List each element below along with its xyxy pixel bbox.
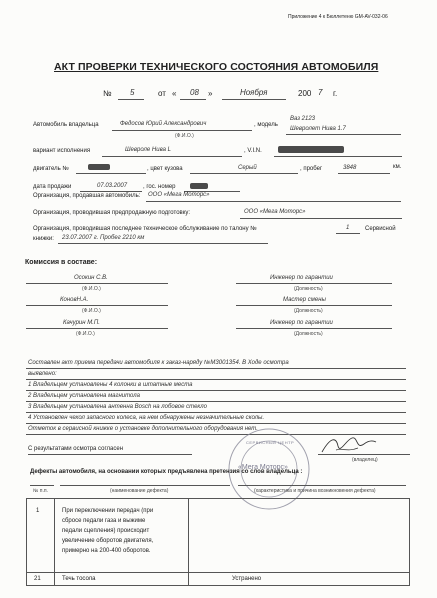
- vin-redaction: [278, 146, 344, 153]
- commission-heading: Комиссия в составе:: [25, 259, 98, 266]
- org-pre-value: ООО «Мега Моторс»: [244, 209, 306, 215]
- model-value-2: Шевролет Нива 1.7: [290, 126, 346, 132]
- act-intro-line1: Составлен акт приема передачи автомобиля к заказ-наряду №М3001354. В Ходе осмотра: [28, 360, 289, 366]
- color-value: Серый: [238, 165, 257, 171]
- vin-label: , V.I.N.: [244, 148, 262, 154]
- engine-redaction: [88, 164, 110, 170]
- mileage-label: , пробег: [300, 166, 323, 172]
- finding-1: 1 Владельцем установлены 4 колонки в штатные места: [28, 382, 193, 388]
- org-pre-label: Организация, проводившая предпродажную подготовку:: [33, 210, 191, 216]
- member-2-name: КоновН.А.: [60, 297, 89, 303]
- document-title: АКТ ПРОВЕРКИ ТЕХНИЧЕСКОГО СОСТОЯНИЯ АВТОМОБИЛЯ: [54, 61, 379, 73]
- org-sale-label: Организация, продавшая автомобиль:: [33, 193, 141, 199]
- finding-5: Отметок в сервисной книжке о установке дополнительного оборудования нет.: [28, 426, 258, 432]
- defects-heading: Дефекты автомобиля, на основании которых предъявлена претензия со слов владельца :: [30, 469, 303, 475]
- act-intro-line2: выявлено:: [28, 371, 57, 377]
- member-3-position: Инженер по гарантии: [270, 320, 333, 326]
- variant-label: вариант исполнения: [33, 148, 91, 154]
- engine-label: двигатель №: [33, 166, 69, 172]
- owner-signature-caption: (владелец): [352, 457, 378, 463]
- appendix-note: Приложение 4 к Бюллетеню GM-AV-032-06: [288, 14, 388, 20]
- sale-date-value: 07.03.2007: [97, 183, 128, 189]
- year-prefix: 200: [298, 89, 312, 98]
- member-1-position: Инженер по гарантии: [270, 275, 333, 281]
- mileage-value: 3848: [343, 165, 357, 171]
- defect-2-description: Течь тосола: [62, 576, 96, 582]
- member-3-name: Качурин М.П.: [63, 320, 100, 326]
- member-1-name: Осокин С.В.: [74, 275, 108, 281]
- number-label: №: [103, 89, 112, 98]
- col-defect-name: (наименование дефекта): [110, 488, 169, 494]
- org-service-label: Организация, проводившая последнее техническое обслуживание по талону №: [33, 226, 257, 232]
- defect-2-result: Устранено: [232, 576, 262, 582]
- model-value-1: Ваз 2123: [290, 116, 316, 122]
- org-sale-value: ООО «Мега Моторс»: [148, 192, 210, 198]
- act-number: 5: [130, 88, 135, 97]
- member-2-position: Мастер смены: [283, 297, 326, 303]
- sale-date-label: дата продажи: [33, 184, 72, 190]
- col-defect-characteristic: (характеристика и причина возникновения дефекта): [254, 488, 376, 494]
- finding-3: 3 Владельцем установлена антенна Bosch на лобовое стекло: [28, 404, 207, 410]
- col-number: № п.п.: [33, 488, 48, 494]
- defect-2-number: 21: [34, 576, 41, 582]
- owner-label: Автомобиль владельца: [33, 122, 99, 128]
- book-value: 23.07.2007 г. Пробег 2210 км: [62, 235, 145, 241]
- service-coupon: 1: [346, 225, 350, 231]
- act-year-digit: 7: [318, 88, 323, 97]
- owner-signature: [318, 432, 378, 458]
- from-label: от: [158, 89, 166, 98]
- model-label: , модель: [254, 122, 278, 128]
- color-label: , цвет кузова: [147, 166, 183, 172]
- owner-name: Федосов Юрий Александрович: [120, 121, 207, 127]
- plate-redaction: [190, 183, 208, 189]
- mileage-unit: км.: [393, 164, 402, 170]
- agree-text: С результатами осмотра согласен: [28, 446, 124, 452]
- finding-4: 4 Установлен чехол запасного колеса, на нем обнаружены незначительные сколы.: [28, 415, 265, 421]
- stamp-text: «Мега Моторс»: [238, 464, 288, 471]
- defect-1-number: 1: [36, 508, 40, 514]
- variant-value: Шевроле Нива L: [125, 147, 171, 153]
- owner-caption: (Ф.И.О.): [175, 133, 194, 139]
- finding-2: 2 Владельцем установлена магнитола: [28, 393, 140, 399]
- book-label: книжки:: [33, 236, 54, 242]
- plate-label: , гос. номер: [143, 184, 176, 190]
- document-page: Приложение 4 к Бюллетеню GM-AV-032-06 АКТ ПРОВЕРКИ ТЕХНИЧЕСКОГО СОСТОЯНИЯ АВТОМОБИЛЯ № 5 от « 08 » Ноября 200 7 г. Автомобиль владельца Федосов Юрий Александрович (Ф.И.О.) , модель Ваз 2123 Шевролет Нива 1.7 вариант исполнения Шевроле Нива L , V.I.N. двигатель № , цвет кузова Серый , пробег 3848 км. дата продажи 07.03.2007 , гос. номер Организация, продавшая автомобиль: ООО «Мега Моторс» Организация, проводившая предпродажную подготовку: ООО «Мега Моторс» Организация, проводившая последнее техническое обслуживание по талону № 1 Сервисной книжки: 23.07.2007 г. Пробег 2210 км Комиссия в составе: Осокин С.В. (Ф.И.О.) Инженер по гарантии (Должность) КоновН.А. (Ф.И.О.) Мастер смены (Должность) Качурин М.П. (Ф.И.О.) Инженер по гарантии (Должность) Составлен акт приема передачи автомобиля к заказ-наряду №М3001354. В Ходе осмотра выявлено: 1 Владельцем установлены 4 колонки в штатные места 2 Владельцем установлена магнитола 3 Владельцем установлена антенна Bosch на лобовое стекло 4 Установлен чехол запасного колеса, на нем обнаружены незначительные сколы. Отметок в сервисной книжке о установке дополнительного оборудования нет. С результатами осмотра согласен (владелец) «Мега Моторс» СЕРВИСНЫЙ ЦЕНТР Дефекты автомобиля, на основании которых предъявлена претензия со слов владельца : № п.п. (наименование дефекта) (характеристика и причина возникновения дефекта) 1 При переключении передач (при сбросе педали газа и выжиме педали сцепления) происходит увеличение оборотов двигателя, примерно на 200-400 оборотов. 21 Течь тосола Устранено: [0, 0, 437, 598]
- act-month: Ноября: [240, 88, 268, 97]
- stamp-ring-text: СЕРВИСНЫЙ ЦЕНТР: [246, 440, 295, 445]
- act-day: 08: [190, 88, 199, 97]
- org-service-tail: Сервисной: [365, 226, 396, 232]
